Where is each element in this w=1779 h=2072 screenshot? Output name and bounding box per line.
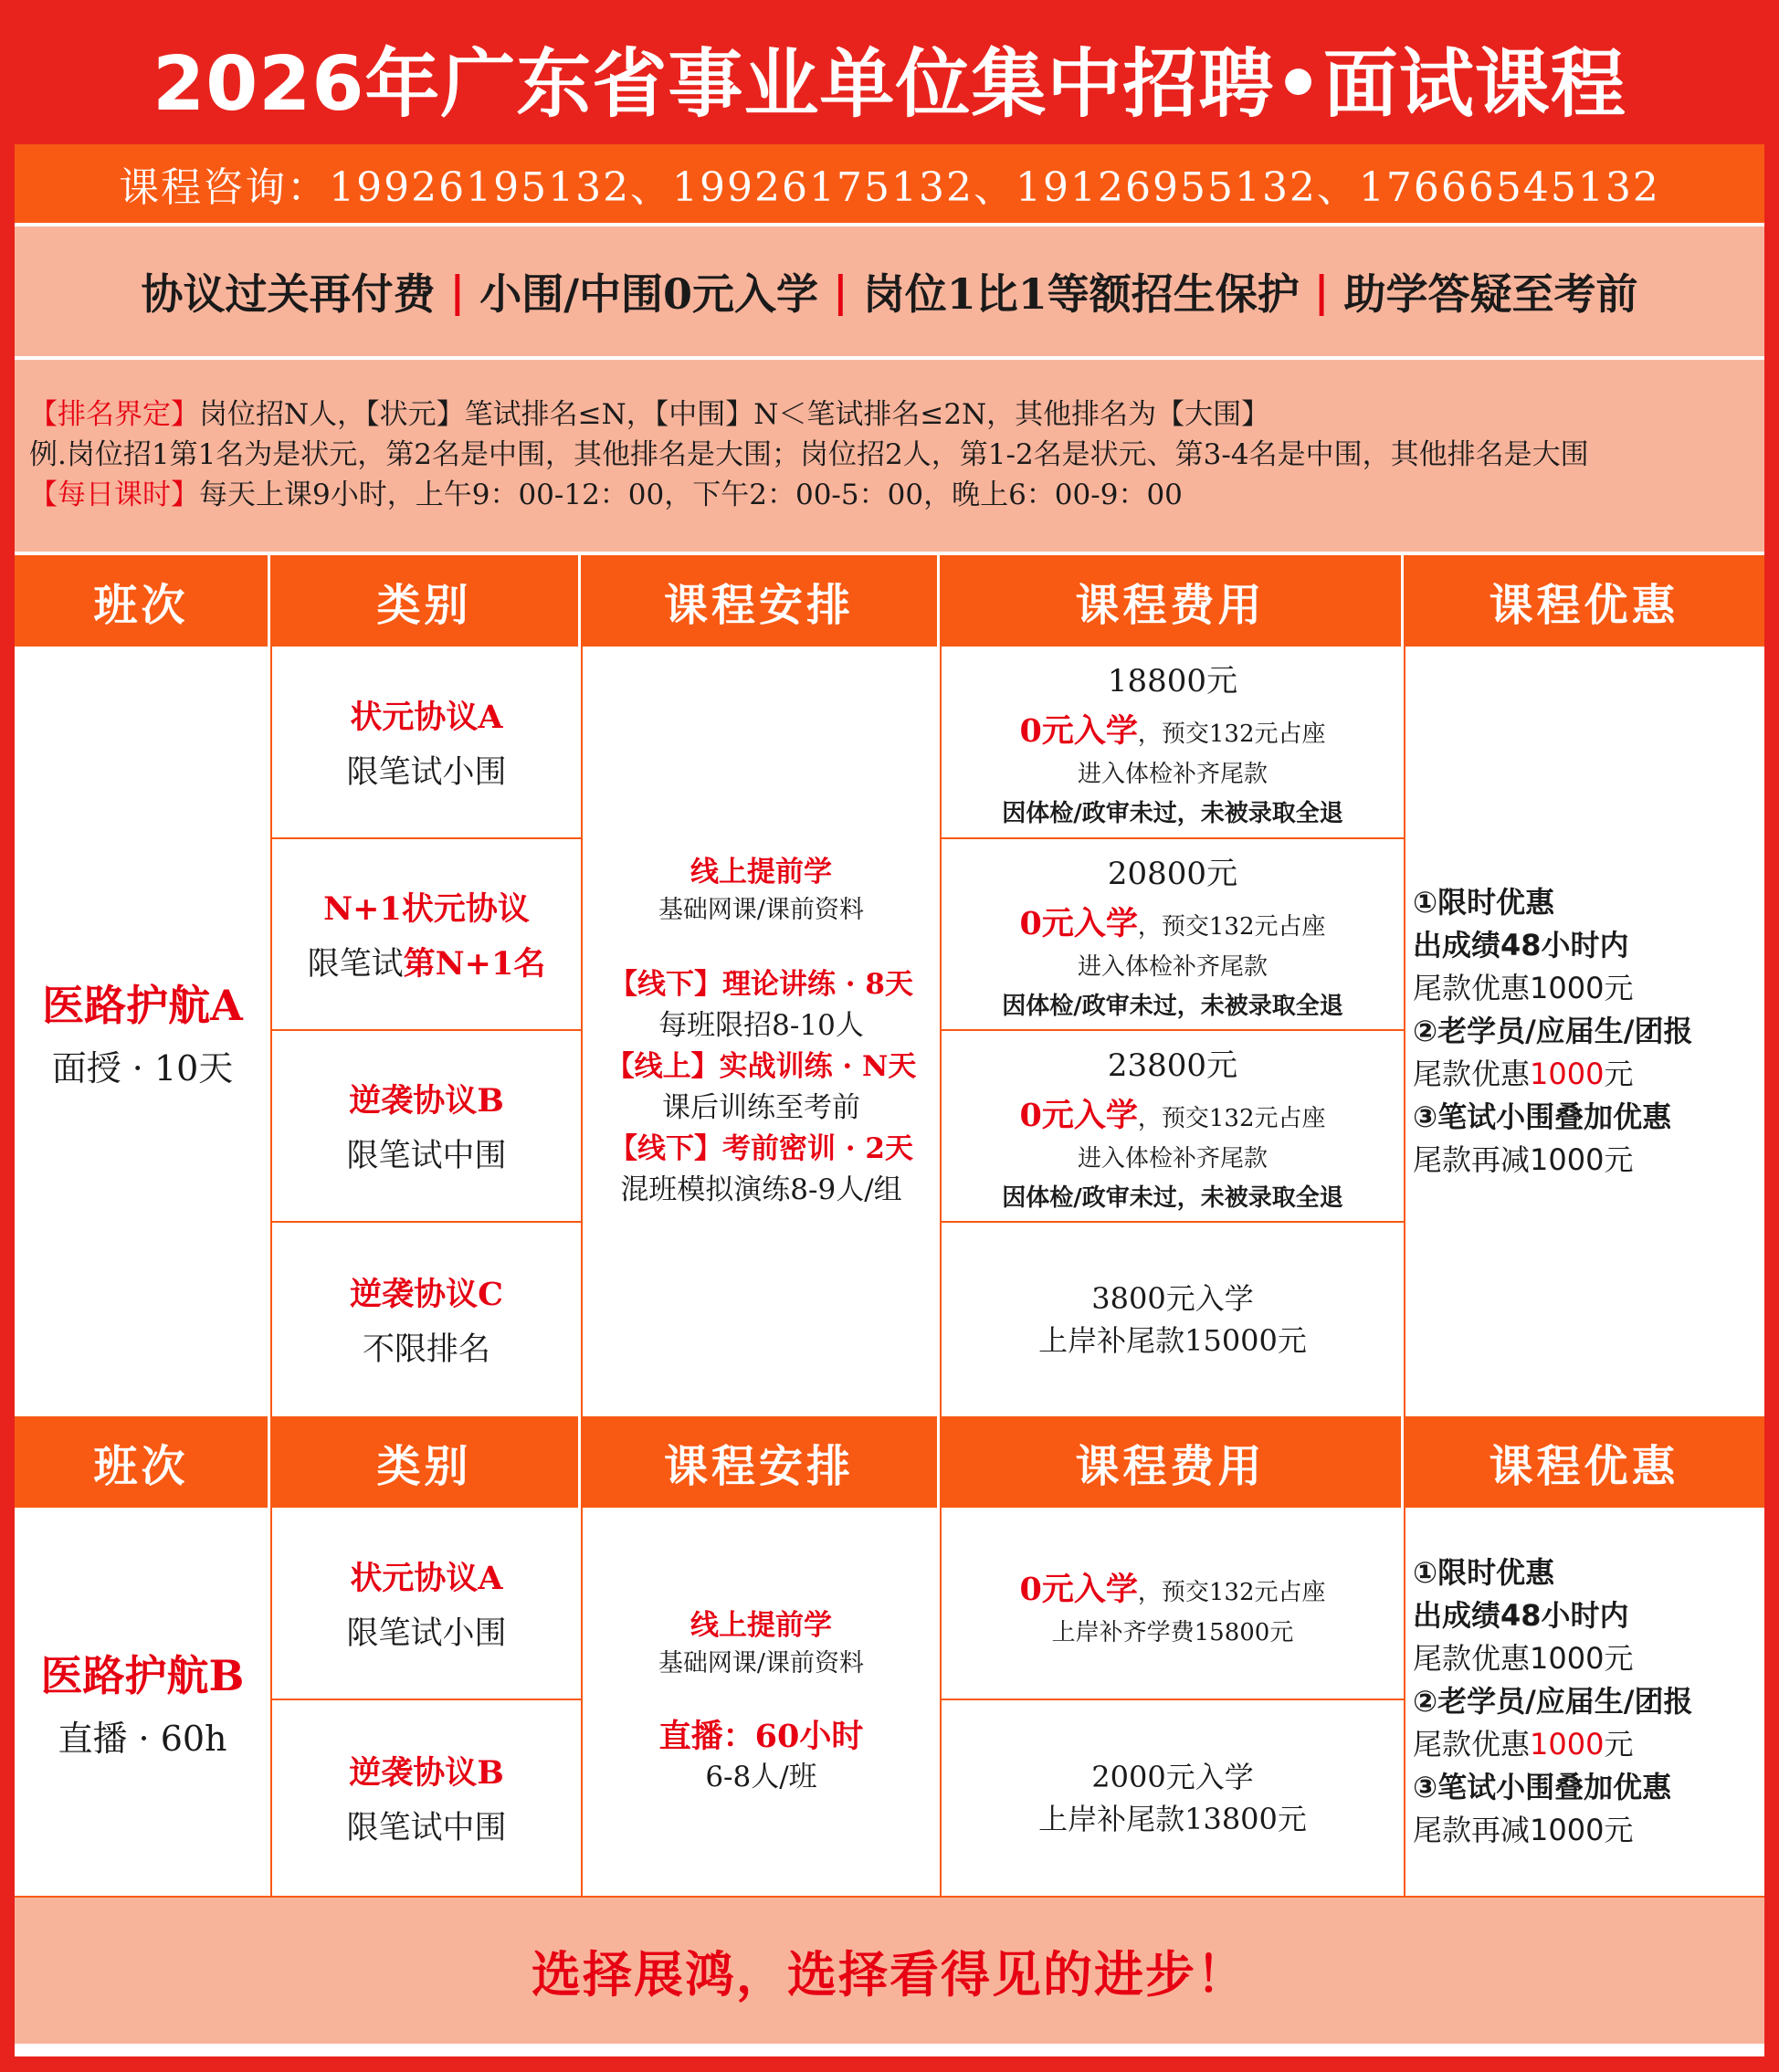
fee-zero-entry: 0元入学，预交132元占座 [1019,712,1326,750]
category-rule: 限笔试中围 [346,1138,507,1174]
header-cell: 类别 [270,1416,581,1508]
grid-line [942,1221,1404,1223]
category-name: 逆袭协议B [349,1082,504,1120]
discount-line: ②老学员/应届生/团报 [1413,1014,1693,1048]
header-cell: 课程费用 [940,555,1404,647]
category-cell [272,647,581,837]
discount-line: 出成绩48小时内 [1413,1598,1629,1633]
discount-line: ③笔试小围叠加优惠 [1413,1099,1672,1134]
fee-refund: 因体检/政审未过，未被录取全退 [1002,1183,1343,1212]
schedule-line: 混班模拟演练8-9人/组 [620,1173,902,1206]
promo-item: 协议过关再付费 [141,269,436,319]
fee-line: 进入体检补齐尾款 [1077,952,1268,981]
category-name: 逆袭协议C [350,1276,503,1313]
header-cell: 班次 [15,1416,270,1508]
fee-line: 上岸补齐学费15800元 [1051,1619,1294,1646]
discount-b-cell [1405,1508,1764,1896]
header-cell: 课程费用 [940,1416,1404,1508]
discount-line: 出成绩48小时内 [1413,928,1629,962]
daily-hours [29,475,1764,515]
schedule-line: 6-8人/班 [705,1761,817,1793]
table-header-a [15,555,1764,647]
schedule-line: 【线上】实战训练 · N天 [605,1050,917,1083]
category-name: 状元协议A [350,698,503,736]
schedule-line: 课后训练至考前 [662,1091,860,1124]
grid-line [272,1221,581,1223]
fee-line: 上岸补尾款13800元 [1038,1802,1307,1836]
category-cell [272,1031,581,1221]
daily-text: 每天上课9小时，上午9：00-12：00，下午2：00-5：00，晚上6：00-9：00 [199,479,1183,511]
class-name: 医路护航A [42,981,243,1030]
discount-line: ②老学员/应届生/团报 [1413,1684,1693,1719]
schedule-line: 直播：60小时 [658,1718,864,1755]
fee-line: 3800元入学 [1091,1281,1254,1316]
fee-cell [942,1508,1404,1699]
fee-line: 进入体检补齐尾款 [1077,761,1268,788]
discount-a-cell [1405,647,1764,1416]
discount-line: 尾款优惠1000元 [1413,971,1634,1005]
class-b-cell [15,1508,270,1896]
fee-refund: 因体检/政审未过，未被录取全退 [1002,800,1343,827]
fee-price: 23800元 [1107,1047,1238,1084]
category-rule: 不限排名 [362,1331,490,1368]
class-name: 医路护航B [40,1651,245,1700]
discount-line: ①限时优惠 [1413,885,1555,920]
grid-line [942,1029,1404,1031]
promo-separator: | [449,267,466,316]
fee-zero-entry: 0元入学，预交132元占座 [1019,904,1326,942]
header-cell: 课程安排 [581,1416,940,1508]
table-header-b [15,1416,1764,1508]
schedule-line: 【线下】考前密训 · 2天 [609,1132,913,1165]
header-cell: 类别 [270,555,581,647]
promo-banner [15,226,1764,356]
schedule-line: 【线下】理论讲练 · 8天 [609,968,913,1001]
schedule-line: 线上提前学 [690,856,832,889]
schedule-a-cell [583,647,940,1416]
category-rule: 限笔试小围 [346,753,507,791]
fee-zero-entry: 0元入学，预交132元占座 [1019,1096,1326,1134]
promo-item: 助学答疑至考前 [1343,269,1638,319]
daily-tag: 【每日课时】 [29,479,199,511]
promo-separator: | [833,267,848,316]
promo-separator: | [1313,267,1330,316]
category-cell [272,1223,581,1416]
discount-line: 尾款优惠1000元 [1413,1641,1634,1676]
notes-panel [15,360,1764,552]
category-rule: 限笔试小围 [346,1614,507,1652]
fee-zero-entry: 0元入学，预交132元占座 [1019,1571,1326,1608]
fee-cell [942,1223,1404,1416]
rank-example: 例.岗位招1第1名为是状元，第2名是中围，其他排名是大围；岗位招2人，第1-2名是状元、第3-4名是中围，其他排名是大围 [29,438,1589,471]
fee-refund: 因体检/政审未过，未被录取全退 [1002,992,1343,1020]
category-cell [272,839,581,1029]
grid-line [272,1699,581,1700]
grid-line [942,1699,1404,1700]
category-name: 逆袭协议B [349,1754,504,1792]
fee-line: 2000元入学 [1091,1760,1254,1794]
header-cell: 课程安排 [581,555,940,647]
rank-text: 岗位招N人，【状元】笔试排名≤N，【中围】N＜笔试排名≤2N，其他排名为【大围】 [199,398,1270,431]
schedule-line: 线上提前学 [690,1609,832,1642]
grid-line [581,647,583,1416]
header-cell: 课程优惠 [1489,1440,1679,1492]
schedule-line: 每班限招8-10人 [658,1009,864,1042]
fee-cell [942,1700,1404,1896]
schedule-line: 基础网课/课前资料 [658,896,865,924]
course-sheet [15,144,1764,2056]
grid-line [942,837,1404,839]
category-name: N+1状元协议 [323,890,530,928]
grid-line [272,1029,581,1031]
category-rule: 限笔试第N+1名 [307,945,546,983]
fee-price: 18800元 [1107,663,1238,699]
discount-line: ③笔试小围叠加优惠 [1413,1770,1672,1804]
grid-line [272,837,581,839]
rank-definition [29,394,1764,435]
header-cell: 课程优惠 [1489,579,1679,631]
grid-line [940,647,942,1416]
rank-tag: 【排名界定】 [29,398,199,431]
schedule-line: 基础网课/课前资料 [658,1649,865,1678]
fee-cell [942,839,1404,1029]
category-cell [272,1508,581,1699]
fee-cell [942,647,1404,837]
grid-line [1404,1508,1405,1896]
category-cell [272,1700,581,1896]
discount-line: 尾款再减1000元 [1413,1813,1634,1847]
grid-line [270,1508,272,1896]
contact-banner: 课程咨询：19926195132、19926175132、19126955132、17666545132 [15,144,1764,223]
promo-item: 岗位1比1等额招生保护 [862,269,1300,319]
discount-line: ①限时优惠 [1413,1555,1555,1590]
header-cell: 班次 [15,555,270,647]
category-name: 状元协议A [350,1559,503,1597]
page-title: 2026年广东省事业单位集中招聘•面试课程 [153,40,1626,128]
class-mode: 直播 · 60h [58,1719,227,1759]
discount-line: 尾款优惠1000元 [1413,1057,1634,1091]
fee-line: 上岸补尾款15000元 [1038,1323,1307,1358]
grid-line [581,1508,583,1896]
class-mode: 面授 · 10天 [51,1048,234,1089]
fee-line: 进入体检补齐尾款 [1077,1144,1268,1173]
promo-item: 小围/中围0元入学 [479,269,819,319]
category-rule: 限笔试中围 [346,1810,507,1846]
schedule-b-cell [583,1508,940,1896]
class-a-cell [15,647,270,1416]
grid-line [270,647,272,1416]
discount-line: 尾款优惠1000元 [1413,1727,1634,1762]
fee-cell [942,1031,1404,1221]
discount-line: 尾款再减1000元 [1413,1142,1634,1177]
grid-line [1404,647,1405,1416]
fee-price: 20800元 [1107,855,1238,892]
slogan-footer: 选择展鸿，选择看得见的进步！ [15,1898,1764,2044]
grid-line [940,1508,942,1896]
